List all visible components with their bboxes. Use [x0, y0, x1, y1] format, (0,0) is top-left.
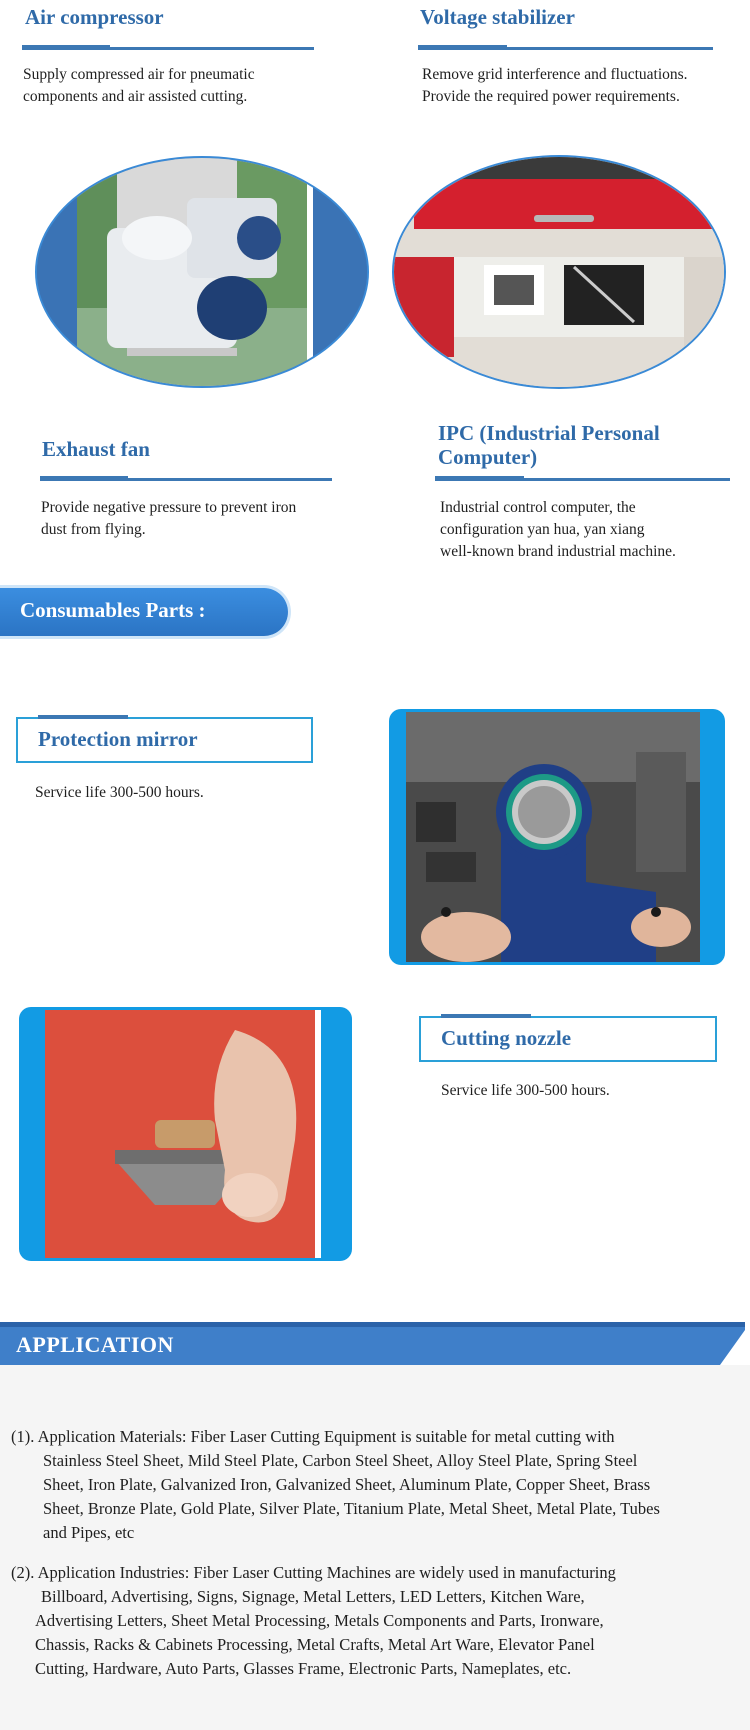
- cutting-nozzle-photo-frame: [19, 1007, 352, 1261]
- protection-mirror-title: Protection mirror: [38, 727, 198, 751]
- application-industries-number: (2).: [11, 1563, 35, 1582]
- ipc-underline: [435, 478, 730, 481]
- cutting-nozzle-title: Cutting nozzle: [441, 1026, 572, 1050]
- air-compressor-image: [35, 156, 369, 388]
- application-industries-line: Application Industries: Fiber Laser Cutting Machines are widely used in manufacturing: [37, 1563, 616, 1582]
- application-materials-line: Stainless Steel Sheet, Mild Steel Plate, Carbon Steel Sheet, Alloy Steel Plate, Spring Steel: [43, 1451, 638, 1470]
- consumables-banner-label: Consumables Parts :: [20, 598, 206, 622]
- voltage-stabilizer-underline: [418, 47, 713, 50]
- voltage-stabilizer-desc-line: Provide the required power requirements.: [422, 88, 680, 105]
- application-industries-item: [11, 1561, 616, 1681]
- application-materials-item: [11, 1425, 660, 1545]
- consumables-banner: [0, 588, 288, 636]
- air-compressor-desc-line: Supply compressed air for pneumatic: [23, 66, 255, 83]
- ipc-desc-line: Industrial control computer, the: [440, 499, 636, 516]
- air-compressor-underline: [22, 47, 314, 50]
- exhaust-fan-underline: [40, 478, 332, 481]
- ipc-title-line: IPC (Industrial Personal: [438, 421, 660, 445]
- protection-mirror-photo-frame: [389, 709, 725, 965]
- ipc-title-line: Computer): [438, 445, 538, 469]
- application-materials-line: Application Materials: Fiber Laser Cutting Equipment is suitable for metal cutting with: [37, 1427, 615, 1446]
- application-materials-line: Sheet, Bronze Plate, Gold Plate, Silver Plate, Titanium Plate, Metal Sheet, Metal Plate, Tubes: [43, 1499, 660, 1518]
- ipc-title: [438, 421, 660, 469]
- exhaust-fan-desc-line: dust from flying.: [41, 521, 146, 538]
- application-banner-label: APPLICATION: [16, 1332, 174, 1357]
- application-materials-line: and Pipes, etc: [43, 1523, 135, 1542]
- cutting-nozzle-heading: [419, 1016, 717, 1062]
- ipc-desc-line: configuration yan hua, yan xiang: [440, 521, 645, 538]
- application-industries-line: Billboard, Advertising, Signs, Signage, Metal Letters, LED Letters, Kitchen Ware,: [41, 1587, 585, 1606]
- air-compressor-illustration: [37, 158, 369, 388]
- voltage-stabilizer-desc: [422, 64, 688, 108]
- voltage-stabilizer-desc-line: Remove grid interference and fluctuations.: [422, 66, 688, 83]
- voltage-stabilizer-title: Voltage stabilizer: [420, 5, 575, 29]
- protection-mirror-illustration: [406, 712, 700, 962]
- exhaust-fan-title: Exhaust fan: [42, 437, 150, 461]
- air-compressor-desc: [23, 64, 255, 108]
- application-industries-line: Chassis, Racks & Cabinets Processing, Metal Crafts, Metal Art Ware, Elevator Panel: [35, 1635, 595, 1654]
- voltage-stabilizer-image: [392, 155, 726, 389]
- protection-mirror-desc: Service life 300-500 hours.: [35, 784, 204, 801]
- air-compressor-title: Air compressor: [25, 5, 164, 29]
- application-materials-number: (1).: [11, 1427, 35, 1446]
- cutting-nozzle-image: [45, 1010, 321, 1258]
- protection-mirror-image: [406, 712, 700, 962]
- protection-mirror-heading: [16, 717, 313, 763]
- application-industries-line: Advertising Letters, Sheet Metal Processing, Metals Components and Parts, Ironware,: [35, 1611, 604, 1630]
- exhaust-fan-desc: [41, 497, 296, 541]
- exhaust-fan-desc-line: Provide negative pressure to prevent iron: [41, 499, 297, 516]
- ipc-desc-line: well-known brand industrial machine.: [440, 543, 676, 560]
- cutting-nozzle-desc: Service life 300-500 hours.: [441, 1082, 610, 1099]
- ipc-desc: [440, 497, 676, 563]
- air-compressor-desc-line: components and air assisted cutting.: [23, 88, 248, 105]
- application-materials-line: Sheet, Iron Plate, Galvanized Iron, Galvanized Sheet, Aluminum Plate, Copper Sheet, Brass: [43, 1475, 651, 1494]
- cutting-nozzle-illustration: [45, 1010, 321, 1258]
- application-industries-line: Cutting, Hardware, Auto Parts, Glasses Frame, Electronic Parts, Nameplates, etc.: [35, 1659, 572, 1678]
- voltage-stabilizer-illustration: [394, 157, 726, 389]
